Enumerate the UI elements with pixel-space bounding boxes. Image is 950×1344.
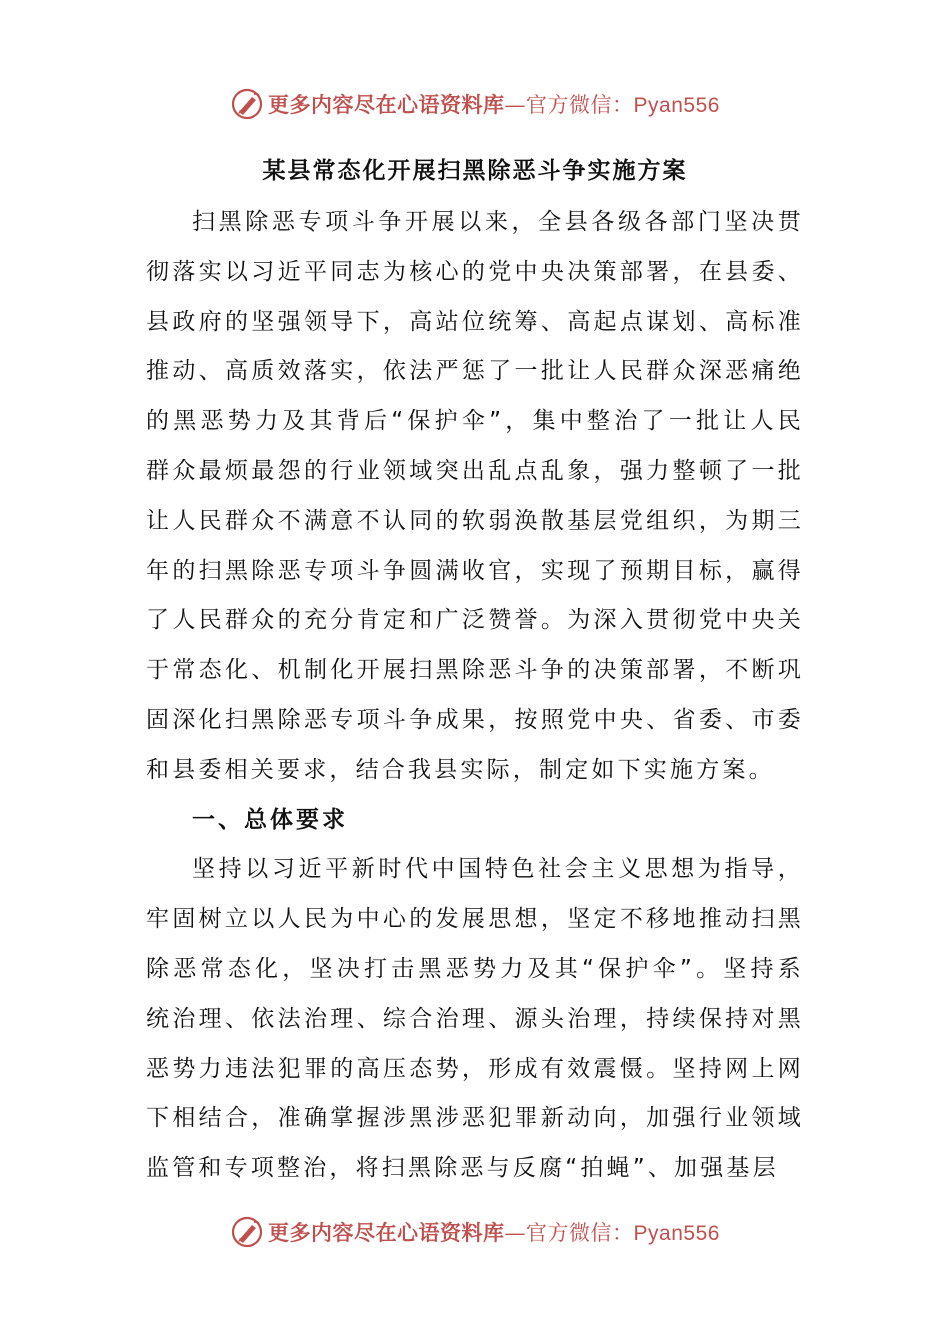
watermark-brand: 更多内容尽在心语资料库 — [268, 92, 505, 117]
watermark-handle: Pyan556 — [633, 1222, 720, 1245]
section-paragraph: 坚持以习近平新时代中国特色社会主义思想为指导，牢固树立以人民为中心的发展思想，坚定不移地推动扫黑除恶常态化，坚决打击黑恶势力及其“保护伞”。坚持系统治理、依法治理、综合治理、源头治理，持续保持对黑恶势力违法犯罪的高压态势，形成有效震慑。坚持网上网下相结合，准确掌握涉黑涉恶犯罪新动向，加强行业领域监管和专项整治，将扫黑除恶与反腐“拍蝇”、加强基层 — [146, 856, 804, 1182]
watermark-text — [268, 1217, 720, 1247]
section-heading: 一、总体要求 — [192, 806, 348, 833]
header-watermark-banner — [0, 84, 950, 124]
pen-nib-logo-icon — [230, 87, 264, 121]
watermark-brand: 更多内容尽在心语资料库 — [268, 1220, 505, 1245]
footer-watermark-banner — [0, 1212, 950, 1252]
document-title: 某县常态化开展扫黑除恶斗争实施方案 — [262, 158, 688, 184]
watermark-text — [268, 89, 720, 119]
watermark-handle: Pyan556 — [633, 94, 720, 117]
watermark-separator: — — [504, 1221, 527, 1245]
watermark-separator: — — [504, 93, 527, 117]
document-body — [146, 198, 804, 1194]
watermark-official-label: 官方微信： — [526, 93, 634, 117]
intro-paragraph: 扫黑除恶专项斗争开展以来，全县各级各部门坚决贯彻落实以习近平同志为核心的党中央决策部署，在县委、县政府的坚强领导下，高站位统筹、高起点谋划、高标准推动、高质效落实，依法严惩了一批让人民群众深恶痛绝的黑恶势力及其背后“保护伞”，集中整治了一批让人民群众最烦最怨的行业领域突出乱点乱象，强力整顿了一批让人民群众不满意不认同的软弱涣散基层党组织，为期三年的扫黑除恶专项斗争圆满收官，实现了预期目标，赢得了人民群众的充分肯定和广泛赞誉。为深入贯彻党中央关于常态化、机制化开展扫黑除恶斗争的决策部署，不断巩固深化扫黑除恶专项斗争成果，按照党中央、省委、市委和县委相关要求，结合我县实际，制定如下实施方案。 — [146, 209, 804, 783]
watermark-official-label: 官方微信： — [526, 1221, 634, 1245]
pen-nib-logo-icon — [230, 1215, 264, 1249]
